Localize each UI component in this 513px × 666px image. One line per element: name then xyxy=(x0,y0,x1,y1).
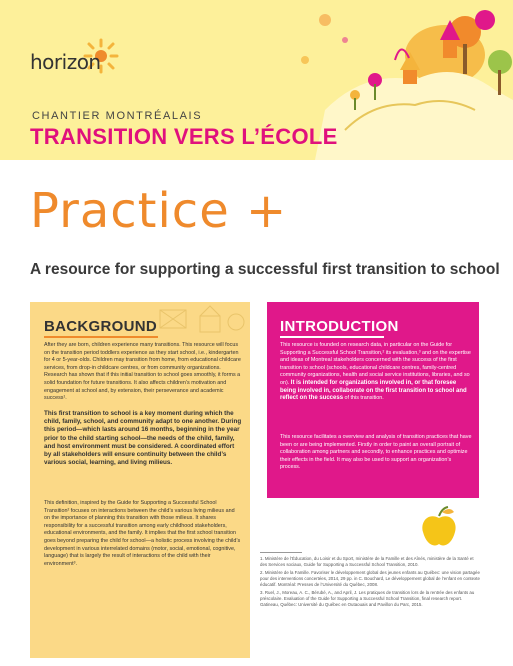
practice-heading: Practice + xyxy=(30,183,288,239)
introduction-underline xyxy=(280,336,384,338)
logo-text: horizon xyxy=(30,50,101,74)
background-heading: BACKGROUND xyxy=(44,318,157,335)
tagline: A resource for supporting a successful first transition to school xyxy=(30,261,500,278)
background-underline xyxy=(44,336,158,338)
footnote-rule xyxy=(260,552,302,553)
apple-icon xyxy=(420,504,458,548)
introduction-paragraph-2: This resource facilitates a overview and analysis of transition practices that have been or are being implemented. Firstly in order to paint an overall portrait of collaboration among partners and secondly, to enhance practices and optimize their effects in the field. It may also be used to support an organization’s process. xyxy=(280,434,472,471)
header-subtitle: CHANTIER MONTRÉALAIS xyxy=(32,110,203,122)
page-title: TRANSITION VERS L’ÉCOLE xyxy=(30,124,338,149)
introduction-paragraph-1 xyxy=(280,342,472,403)
footnotes xyxy=(260,556,480,610)
introduction-text-bold: It is intended for organizations involved in, or that foresee being involved in, collaborate on the first transition to school and reflect on the success xyxy=(280,379,467,402)
introduction-text-c: of this transition. xyxy=(343,395,384,402)
horizon-logo xyxy=(30,42,101,82)
background-paragraph-3: This definition, inspired by the Guide for Supporting a Successful School Transition² focuses on interactions between the child’s various living milieus and on the importance of planning this transition with those milieus. It shares responsibility for a successful transition among early childhood stakeholders, educational environments, and the family. It implies that the first school transition goes beyond preparing the child for school—a holistic process involving the child’s development in various interrelated domains (motor, social, emotional, cognitive, language) that is largely the result of interactions of the child with their environment³. xyxy=(44,500,241,567)
footnote-2: 2. Ministère de la Famille. Favoriser le développement global des jeunes enfants au Québec: une vision partagée pour des interventions concertées, 2014, 29 pp. in C. Bouchard, Le développement global de l’enfant en contexte éducatif. Montréal: Presses de l’Université du Québec, 2008. xyxy=(260,570,480,587)
background-paragraph-2: This first transition to school is a key moment during which the child, family, school, and community adapt to one another. During this period—which lasts around 16 months, beginning in the year prior to the child starting school—the needs of the child, family, and host environment must be considered. A coordinated effort by all stakeholders will ensure continuity between the child’s various social, learning, and living milieus. xyxy=(44,410,242,467)
introduction-heading: INTRODUCTION xyxy=(280,318,399,335)
footnote-3: 3. Ruel, J., Moreau, A. C., Bérubé, A., and April, J. Les pratiques de transition lors de la rentrée des enfants au préscolaire. Evaluation of the Guide for Supporting a Successful School Transition, final research report. Gatineau, Québec: Université du Québec en Outaouais and Pavillon du Parc, 2015. xyxy=(260,590,475,607)
background-paragraph-1: After they are born, children experience many transitions. This resource will focus on the transition period toddlers experience as they start school, i.e., kindergarten for 4 or 5-year-olds. Children may transition from home, from educational childcare services, from drop-in childcare centres, or from community organizations. Research has shown that if this initial transition to school goes smoothly, it forms a solid foundation for future transitions. It also affects children’s motivation and engagement at school and, by extension, their perseverance and academic success¹. xyxy=(44,342,241,402)
footnote-1: 1. Ministère de l’Éducation, du Loisir et du Sport, ministère de la Famille et des Aînés, ministère de la Santé et des Services sociaux, Guide for Supporting a Successful School Transition, 2010. xyxy=(260,556,474,567)
introduction-text-a: This resource is founded on research data, in particular on the Guide for Supporting a Successful School Transition,² its evaluation,³ and on the expertise and ideas of Montreal stakeholders concerned with the success of the first transition to school (schools, educational childcare centres, family-centred community organizations, health and social service institutions, libraries, and so on). xyxy=(280,342,471,386)
